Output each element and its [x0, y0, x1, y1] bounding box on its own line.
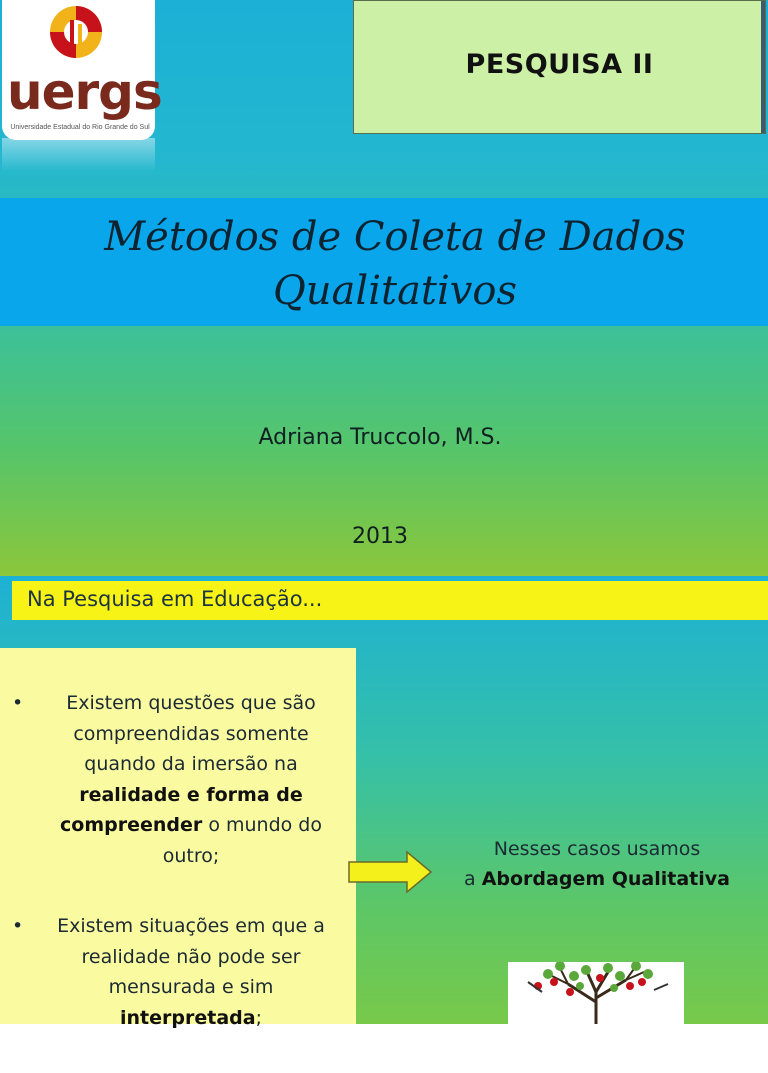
bullet-dot: • [12, 692, 24, 714]
author-name: Adriana Truccolo, M.S. [258, 425, 502, 450]
bullet-list [0, 688, 356, 1073]
bullet-1-bold: realidade e forma de compreender [60, 783, 303, 836]
course-box [353, 0, 766, 134]
uergs-logo [2, 0, 162, 140]
uergs-subtitle: Universidade Estadual do Rio Grande do Sul [10, 124, 150, 131]
course-title: PESQUISA II [465, 49, 654, 80]
bullet-1-text: Existem questões que são compreendidas somente quando da imersão na [66, 692, 316, 775]
bullet-2-text: Existem situações em que a realidade não pode ser mensurada e sim [57, 915, 325, 998]
slide-title-line-1: Métodos de Coleta de Dados [104, 214, 686, 260]
callout-prefix: a [464, 868, 476, 890]
logo-reflection [2, 138, 155, 172]
apple-tree-image [508, 962, 684, 1024]
callout-line-2 [430, 864, 764, 894]
slide-title [55, 210, 735, 318]
bullet-dot: • [12, 915, 24, 937]
slide-title-line-2: Qualitativos [273, 268, 517, 314]
section-heading: Na Pesquisa em Educação... [27, 587, 323, 611]
apple-tree-drawing [508, 962, 684, 1024]
callout-text [430, 834, 764, 894]
callout-line-1: Nesses casos usamos [493, 838, 701, 860]
year: 2013 [352, 524, 408, 549]
uergs-wordmark: uergs [7, 63, 162, 121]
bullet-1-tail: o mundo do outro; [162, 814, 322, 867]
bullet-2-tail: ; [255, 1006, 262, 1029]
bullet-item [0, 911, 356, 1033]
callout-bold: Abordagem Qualitativa [481, 868, 730, 890]
bullet-2-bold: interpretada [120, 1006, 256, 1029]
right-arrow-icon [347, 850, 433, 894]
bullet-item [0, 688, 356, 871]
uergs-logo-emblem [48, 4, 104, 60]
